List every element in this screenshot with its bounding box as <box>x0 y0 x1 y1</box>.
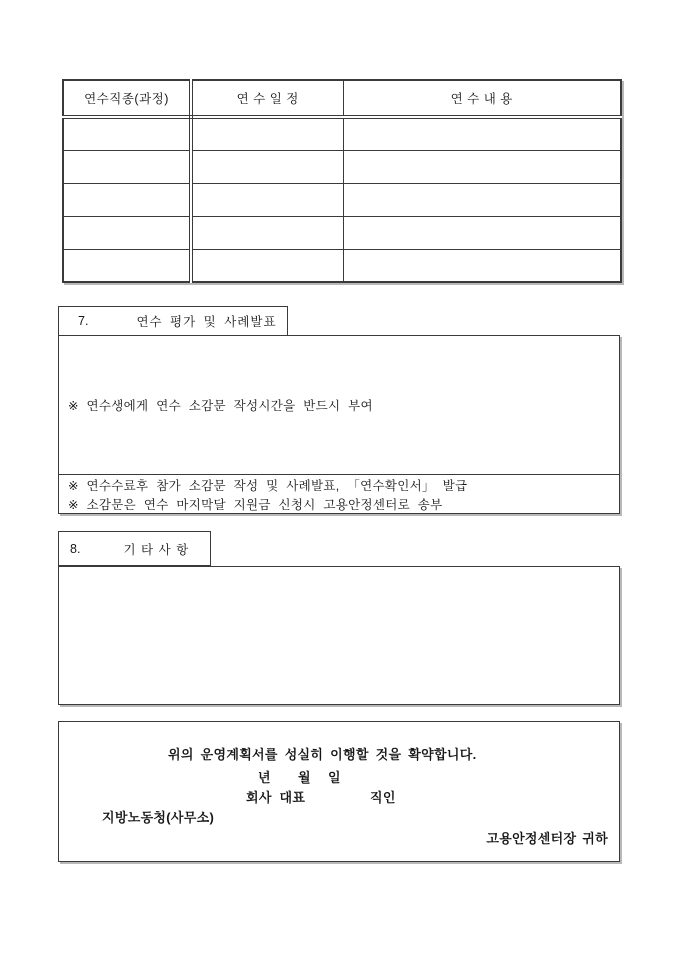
section7-note-main: ※ 연수생에게 연수 소감문 작성시간을 반드시 부여 <box>68 399 373 413</box>
section8-box <box>58 566 620 705</box>
col-header-course: 연수직종(과정) <box>63 80 191 117</box>
empty-cell <box>63 117 191 150</box>
empty-cell <box>63 183 191 216</box>
day-label: 일 <box>328 770 341 785</box>
empty-cell <box>191 150 343 183</box>
section7-title: 연수 평가 및 사례발표 <box>136 315 277 329</box>
empty-cell <box>191 216 343 249</box>
year-label: 년 <box>258 770 271 785</box>
empty-cell <box>191 183 343 216</box>
col-header-schedule: 연 수 일 정 <box>191 80 343 117</box>
company-representative-label: 회사 대표 <box>246 790 306 805</box>
section7-header <box>58 306 288 336</box>
empty-cell <box>343 249 621 282</box>
section7-footer-area <box>59 474 619 513</box>
table-header-row <box>63 80 621 117</box>
empty-cell <box>63 249 191 282</box>
empty-cell <box>343 216 621 249</box>
empty-cell <box>63 216 191 249</box>
seal-label: 직인 <box>370 790 396 805</box>
table-row <box>63 150 621 183</box>
empty-cell <box>343 183 621 216</box>
section7-box <box>58 335 620 514</box>
table-row <box>63 249 621 282</box>
empty-cell <box>191 249 343 282</box>
training-schedule-table <box>62 79 622 283</box>
section8-title: 기 타 사 항 <box>123 542 190 557</box>
empty-cell <box>343 117 621 150</box>
empty-cell <box>343 150 621 183</box>
section7-number: 7. <box>78 314 89 328</box>
table-row <box>63 117 621 150</box>
section8-number: 8. <box>70 541 81 556</box>
col-header-content: 연 수 내 용 <box>343 80 621 117</box>
empty-cell <box>63 150 191 183</box>
labor-office-label: 지방노동청(사무소) <box>102 810 215 825</box>
empty-cell <box>191 117 343 150</box>
section8-header <box>58 531 211 566</box>
section7-main-area <box>59 336 619 474</box>
recipient-label: 고용안정센터장 귀하 <box>486 831 608 846</box>
signature-box <box>58 721 620 862</box>
table-row <box>63 183 621 216</box>
section7-note-send: ※ 소감문은 연수 마지막달 지원금 신청시 고용안정센터로 송부 <box>68 498 443 512</box>
pledge-statement: 위의 운영계획서를 성실히 이행할 것을 확약합니다. <box>168 747 477 762</box>
table-row <box>63 216 621 249</box>
section7-note-completion: ※ 연수수료후 참가 소감문 작성 및 사례발표, 「연수확인서」 발급 <box>68 479 468 493</box>
month-label: 월 <box>298 770 311 785</box>
